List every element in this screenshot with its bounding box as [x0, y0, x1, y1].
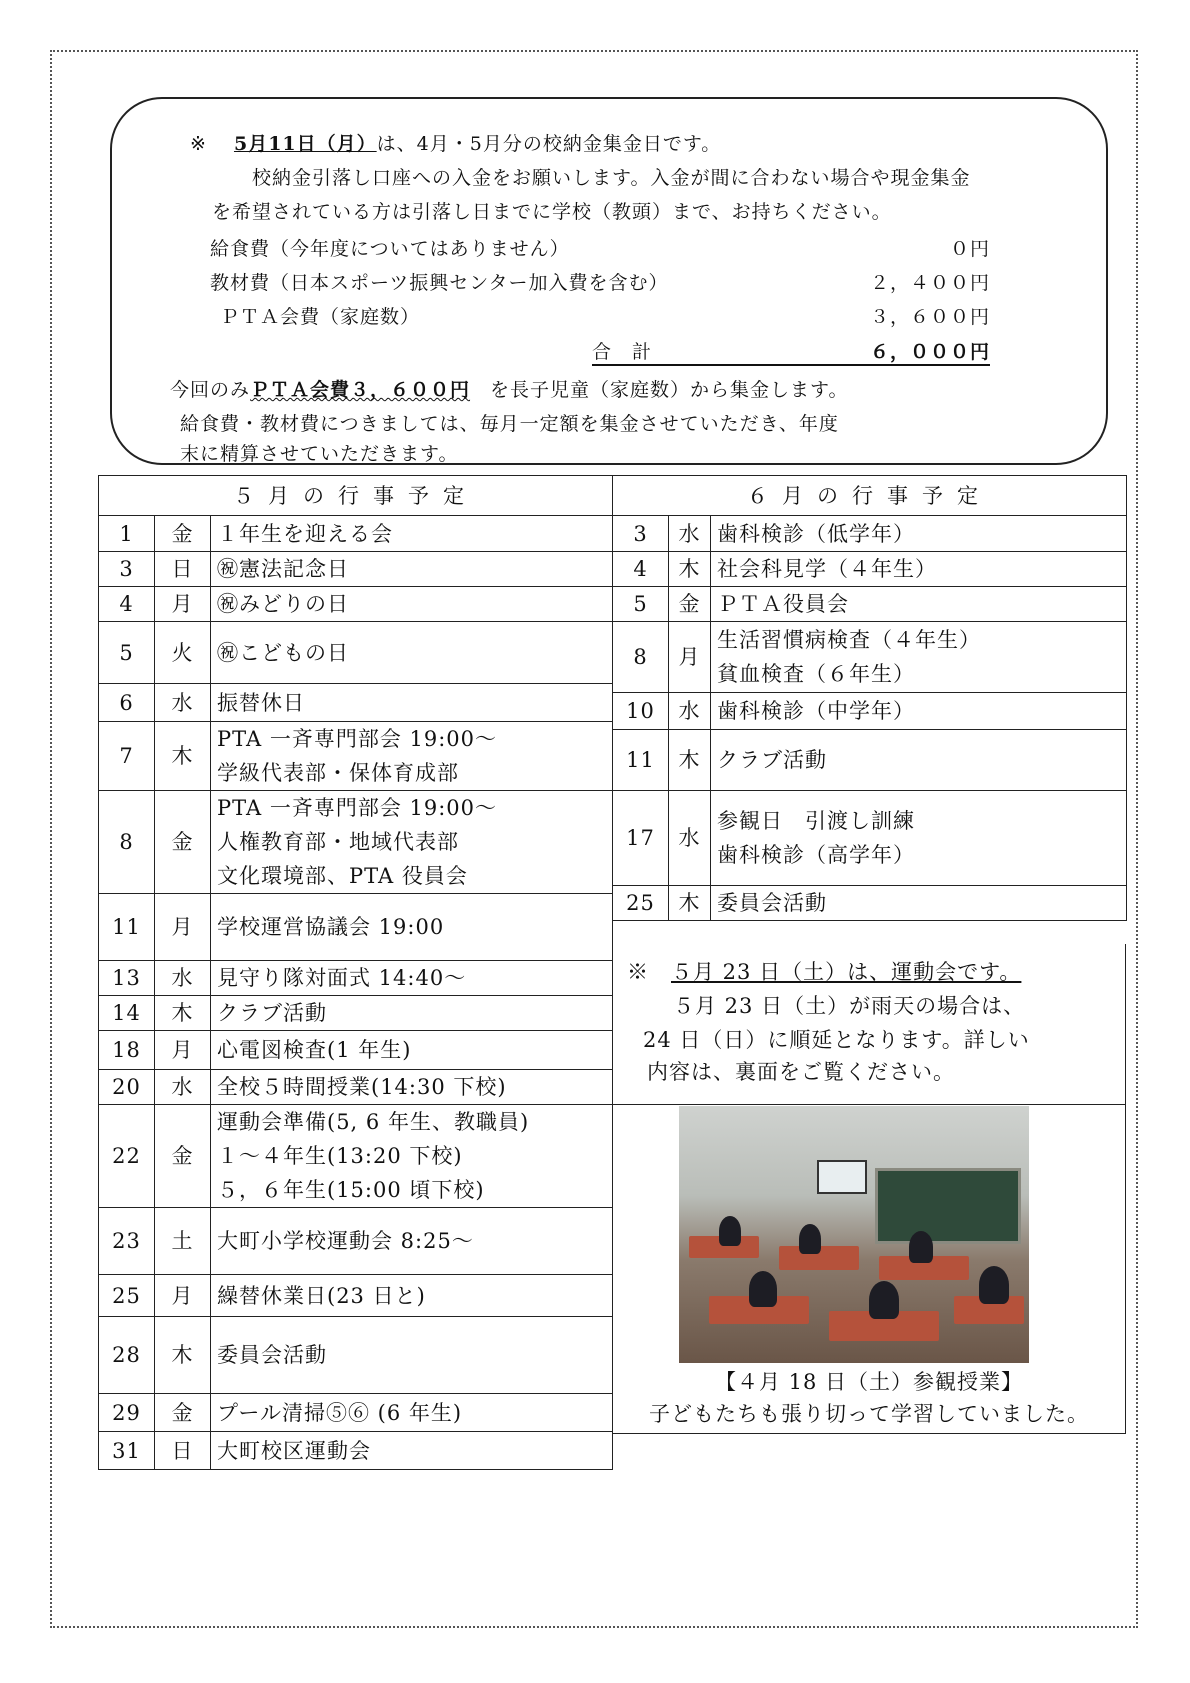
- weekday-cell: 木: [669, 552, 711, 587]
- event-cell: [211, 1208, 613, 1275]
- day-cell: 10: [613, 693, 669, 730]
- event-line: 歯科検診（高学年）: [717, 843, 915, 867]
- event-line: ㊗憲法記念日: [217, 557, 349, 581]
- day-cell: 5: [613, 587, 669, 622]
- weekday-cell: 日: [155, 1432, 211, 1470]
- day-cell: 5: [99, 622, 155, 684]
- event-cell: [211, 552, 613, 587]
- weekday-cell: 日: [155, 552, 211, 587]
- event-cell: [211, 894, 613, 961]
- photo-caption-title: 【４月 18 日（土）参観授業】: [714, 1370, 1024, 1394]
- event-cell: [211, 1275, 613, 1317]
- event-line: 繰替休業日(23 日と): [217, 1283, 426, 1308]
- event-line: 学級代表部・保体育成部: [217, 761, 459, 785]
- event-line: 運動会準備(5, 6 年生、教職員): [217, 1110, 530, 1134]
- event-line: PTA 一斉専門部会 19:00～: [217, 727, 498, 751]
- photo-panel: [612, 1104, 1126, 1434]
- weekday-cell: 金: [669, 587, 711, 622]
- weekday-cell: 木: [155, 996, 211, 1031]
- total-amount: ６，０００円: [869, 341, 990, 363]
- schedule-row: [99, 996, 613, 1031]
- day-cell: 3: [99, 552, 155, 587]
- event-cell: [211, 722, 613, 791]
- may-title: ５月の行事予定: [99, 476, 613, 516]
- fee-row-materials: 教材費（日本スポーツ振興センター加入費を含む） ２，４００円: [210, 272, 990, 294]
- day-cell: 11: [99, 894, 155, 961]
- weekday-cell: 月: [155, 1031, 211, 1070]
- sports-day-line2: 24 日（日）に順延となります。詳しい: [643, 1028, 1030, 1052]
- fee-row-pta: ＰＴＡ会費（家庭数） ３，６００円: [220, 306, 990, 328]
- june-schedule-table: [612, 475, 1127, 921]
- pta-fee-emphasis: ＰＴＡ会費３，６００円: [250, 379, 471, 401]
- day-cell: 25: [613, 886, 669, 921]
- note-mark: ※: [627, 960, 649, 984]
- event-line: プール清掃⑤⑥ (6 年生): [217, 1400, 463, 1425]
- june-title: ６月の行事予定: [613, 476, 1127, 516]
- schedule-row: [613, 622, 1127, 693]
- schedule-row: [613, 516, 1127, 552]
- event-line: 社会科見学（４年生）: [717, 557, 937, 581]
- event-line: 見守り隊対面式 14:40～: [217, 966, 467, 990]
- schedule-row: [99, 1432, 613, 1470]
- schedule-row: [613, 552, 1127, 587]
- fee-total-row: [592, 337, 990, 366]
- event-cell: [211, 1432, 613, 1470]
- event-cell: [211, 1394, 613, 1432]
- event-cell: [211, 1317, 613, 1394]
- weekday-cell: 土: [155, 1208, 211, 1275]
- day-cell: 13: [99, 961, 155, 996]
- event-cell: [211, 516, 613, 552]
- day-cell: 3: [613, 516, 669, 552]
- event-cell: [211, 1105, 613, 1208]
- event-line: 参観日 引渡し訓練: [717, 809, 915, 833]
- notice-line2: 校納金引落し口座への入金をお願いします。入金が間に合わない場合や現金集金: [252, 167, 971, 189]
- event-cell: [211, 996, 613, 1031]
- pta-note: 今回のみＰＴＡ会費３，６００円 を長子児童（家庭数）から集金します。: [170, 379, 849, 401]
- schedule-row: [99, 894, 613, 961]
- sports-day-line3: 内容は、裏面をご覧ください。: [647, 1060, 955, 1084]
- event-cell: [711, 622, 1127, 693]
- day-cell: 17: [613, 791, 669, 886]
- day-cell: 1: [99, 516, 155, 552]
- notice-line3: を希望されている方は引落し日までに学校（教頭）まで、お持ちください。: [212, 201, 892, 223]
- day-cell: 8: [99, 791, 155, 894]
- day-cell: 23: [99, 1208, 155, 1275]
- schedule-row: [99, 587, 613, 622]
- day-cell: 25: [99, 1275, 155, 1317]
- weekday-cell: 金: [155, 1394, 211, 1432]
- schedule-row: [99, 516, 613, 552]
- event-cell: [211, 587, 613, 622]
- photo-caption-text: 子どもたちも張り切って学習していました。: [649, 1402, 1089, 1426]
- event-line: 歯科検診（低学年）: [717, 521, 915, 546]
- event-line: ＰＴＡ役員会: [717, 592, 849, 616]
- schedule-row: [99, 684, 613, 722]
- day-cell: 29: [99, 1394, 155, 1432]
- day-cell: 4: [613, 552, 669, 587]
- event-line: 歯科検診（中学年）: [717, 699, 915, 723]
- weekday-cell: 水: [669, 693, 711, 730]
- fee-notice-box: [110, 97, 1108, 465]
- weekday-cell: 金: [155, 791, 211, 894]
- weekday-cell: 木: [155, 722, 211, 791]
- schedule-row: [99, 622, 613, 684]
- event-line: １年生を迎える会: [217, 521, 393, 546]
- day-cell: 14: [99, 996, 155, 1031]
- day-cell: 4: [99, 587, 155, 622]
- notice-note2: 末に精算させていただきます。: [180, 443, 459, 465]
- event-cell: [211, 961, 613, 996]
- weekday-cell: 火: [155, 622, 211, 684]
- day-cell: 7: [99, 722, 155, 791]
- sports-day-note: [612, 944, 1126, 1105]
- event-line: 人権教育部・地域代表部: [217, 830, 459, 854]
- weekday-cell: 水: [155, 1070, 211, 1105]
- event-line: 学校運営協議会 19:00: [217, 915, 445, 939]
- event-line: ㊗こどもの日: [217, 640, 349, 665]
- weekday-cell: 金: [155, 516, 211, 552]
- event-line: 委員会活動: [217, 1343, 327, 1367]
- weekday-cell: 金: [155, 1105, 211, 1208]
- schedule-row: [99, 1105, 613, 1208]
- classroom-photo: [679, 1106, 1029, 1363]
- total-label: 合 計: [592, 341, 653, 363]
- event-cell: [211, 684, 613, 722]
- weekday-cell: 木: [155, 1317, 211, 1394]
- event-cell: [711, 693, 1127, 730]
- event-line: 文化環境部、PTA 役員会: [217, 864, 468, 888]
- day-cell: 8: [613, 622, 669, 693]
- day-cell: 11: [613, 730, 669, 791]
- schedule-row: [99, 961, 613, 996]
- day-cell: 20: [99, 1070, 155, 1105]
- schedule-row: [99, 722, 613, 791]
- event-line: １～４年生(13:20 下校): [217, 1144, 463, 1168]
- schedule-row: [99, 552, 613, 587]
- sports-day-heading: ５月 23 日（土）は、運動会です。: [671, 960, 1022, 984]
- event-cell: [211, 791, 613, 894]
- fee-row-lunch: 給食費（今年度についてはありません） ０円: [210, 238, 990, 260]
- event-cell: [711, 587, 1127, 622]
- event-line: 大町校区運動会: [217, 1438, 371, 1463]
- notice-line1: は、4月・5月分の校納金集金日です。: [376, 133, 722, 155]
- event-line: ㊗みどりの日: [217, 592, 349, 616]
- event-line: 振替休日: [217, 690, 305, 715]
- day-cell: 6: [99, 684, 155, 722]
- weekday-cell: 水: [155, 961, 211, 996]
- event-line: 全校５時間授業(14:30 下校): [217, 1075, 507, 1099]
- schedule-row: [99, 1275, 613, 1317]
- event-line: 委員会活動: [717, 891, 827, 915]
- weekday-cell: 木: [669, 886, 711, 921]
- schedule-row: [613, 791, 1127, 886]
- day-cell: 18: [99, 1031, 155, 1070]
- schedule-row: [99, 1031, 613, 1070]
- day-cell: 22: [99, 1105, 155, 1208]
- event-line: ５，６年生(15:00 頃下校): [217, 1178, 485, 1202]
- may-schedule-table: [98, 475, 613, 1470]
- notice-note1: 給食費・教材費につきましては、毎月一定額を集金させていただき、年度: [180, 413, 839, 435]
- schedule-row: [99, 1208, 613, 1275]
- schedule-row: [613, 730, 1127, 791]
- day-cell: 28: [99, 1317, 155, 1394]
- event-cell: [711, 516, 1127, 552]
- weekday-cell: 月: [669, 622, 711, 693]
- event-line: 心電図検査(1 年生): [217, 1038, 412, 1062]
- weekday-cell: 月: [155, 894, 211, 961]
- event-cell: [711, 552, 1127, 587]
- day-cell: 31: [99, 1432, 155, 1470]
- schedule-row: [99, 1394, 613, 1432]
- schedule-row: [99, 791, 613, 894]
- schedule-row: [613, 886, 1127, 921]
- weekday-cell: 木: [669, 730, 711, 791]
- event-line: クラブ活動: [717, 748, 827, 772]
- schedule-row: [613, 587, 1127, 622]
- event-cell: [211, 1070, 613, 1105]
- weekday-cell: 水: [155, 684, 211, 722]
- notice-heading: [190, 129, 721, 156]
- sports-day-line1: ５月 23 日（土）が雨天の場合は、: [673, 994, 1026, 1018]
- schedule-row: [99, 1070, 613, 1105]
- event-cell: [711, 730, 1127, 791]
- event-line: 大町小学校運動会 8:25～: [217, 1229, 474, 1253]
- notice-mark: ※: [190, 133, 207, 155]
- event-line: クラブ活動: [217, 1001, 327, 1025]
- weekday-cell: 月: [155, 587, 211, 622]
- weekday-cell: 水: [669, 516, 711, 552]
- schedule-row: [613, 693, 1127, 730]
- event-cell: [211, 622, 613, 684]
- collection-date: 5月11日（月）: [233, 133, 377, 155]
- event-line: PTA 一斉専門部会 19:00～: [217, 796, 498, 820]
- event-cell: [211, 1031, 613, 1070]
- weekday-cell: 月: [155, 1275, 211, 1317]
- weekday-cell: 水: [669, 791, 711, 886]
- event-cell: [711, 791, 1127, 886]
- event-line: 生活習慣病検査（４年生）: [717, 628, 981, 652]
- schedule-row: [99, 1317, 613, 1394]
- event-cell: [711, 886, 1127, 921]
- event-line: 貧血検査（６年生）: [717, 662, 915, 686]
